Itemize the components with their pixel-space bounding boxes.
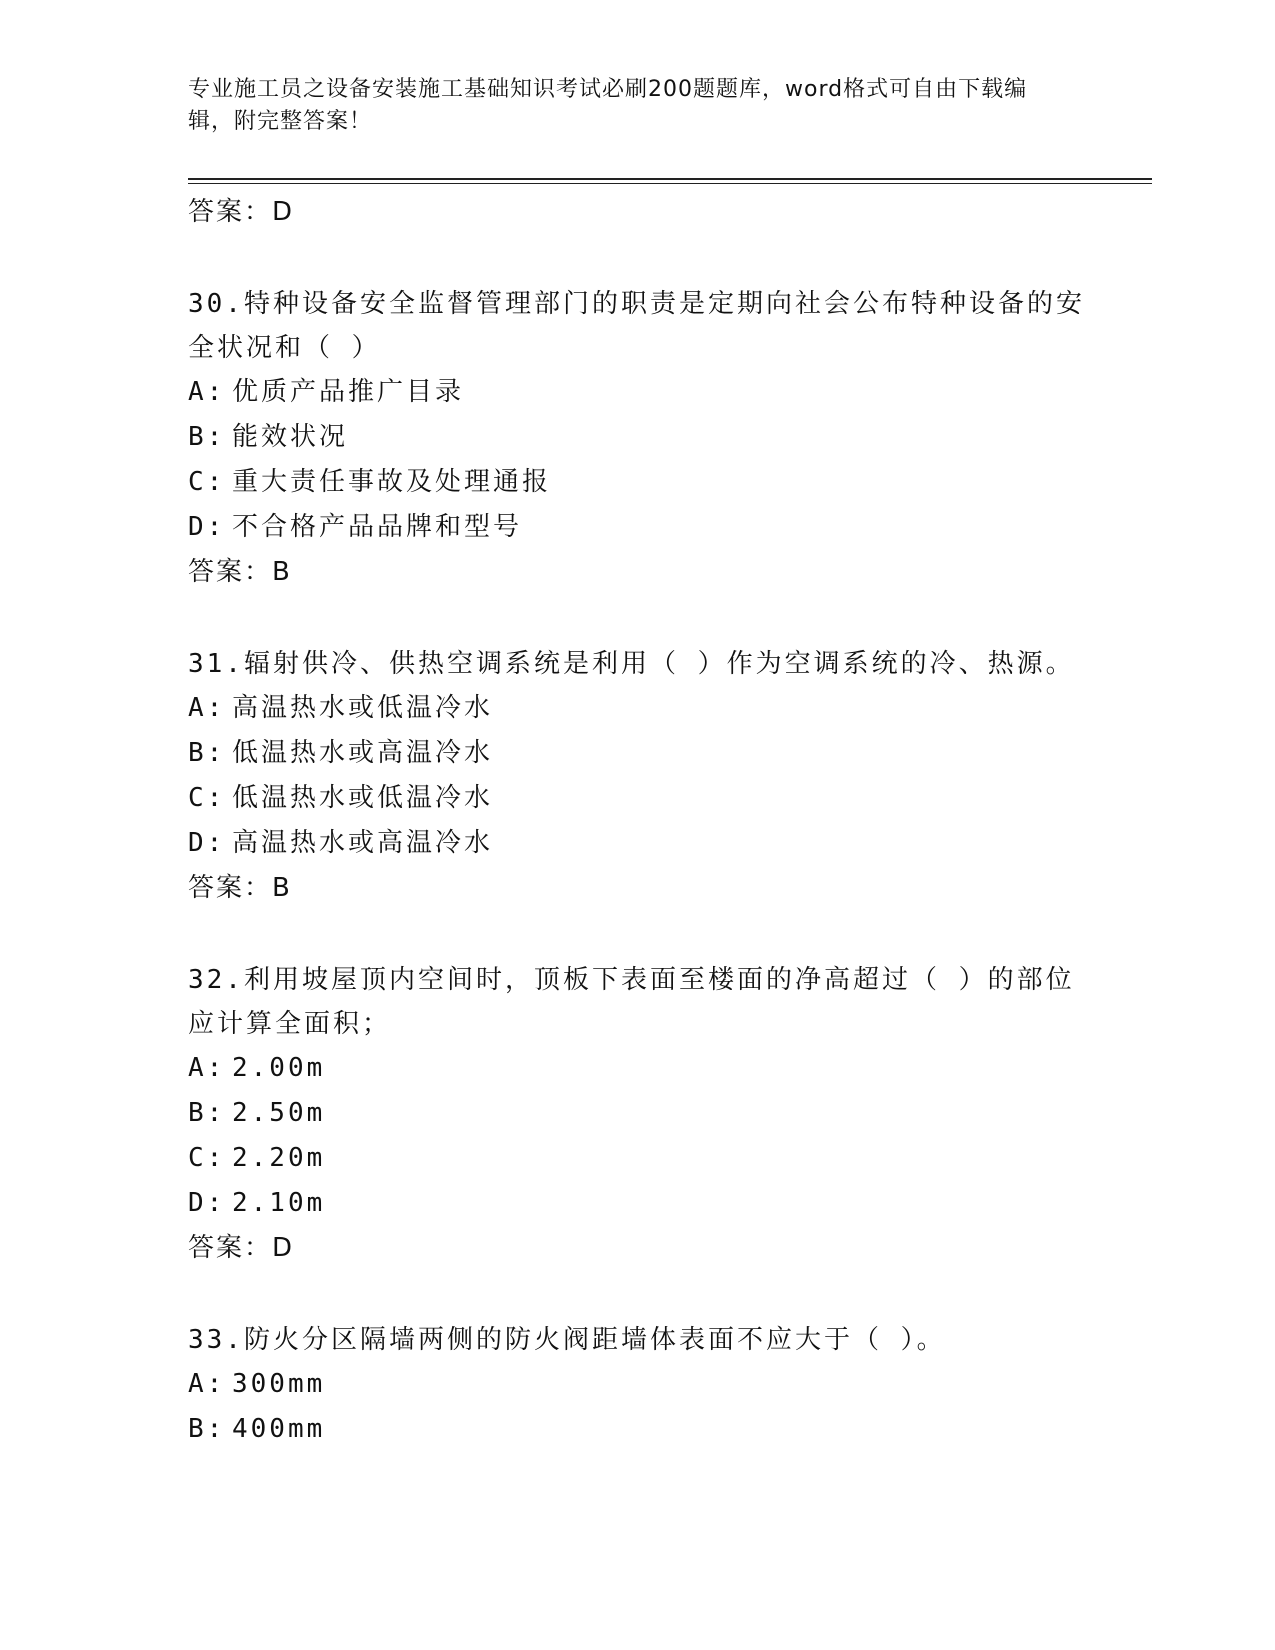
option-b bbox=[188, 415, 1088, 460]
option-c bbox=[188, 460, 1088, 505]
option-key: C: bbox=[188, 467, 226, 497]
option-key: C: bbox=[188, 783, 226, 813]
option-text: 高温热水或低温冷水 bbox=[232, 693, 494, 723]
option-key: A: bbox=[188, 1369, 226, 1399]
option-text: 低温热水或低温冷水 bbox=[232, 783, 494, 813]
answer-line: 答案：B bbox=[188, 557, 292, 587]
option-b bbox=[188, 731, 1088, 776]
option-text: 300mm bbox=[232, 1369, 326, 1399]
option-key: A: bbox=[188, 1053, 226, 1083]
header-rule-thin bbox=[188, 183, 1152, 184]
option-key: D: bbox=[188, 512, 226, 542]
option-text: 不合格产品品牌和型号 bbox=[232, 512, 523, 542]
option-key: B: bbox=[188, 1414, 226, 1444]
question-stem: 30.特种设备安全监督管理部门的职责是定期向社会公布特种设备的安全状况和（ ） bbox=[188, 289, 1085, 363]
option-text: 重大责任事故及处理通报 bbox=[232, 467, 552, 497]
option-text: 高温热水或高温冷水 bbox=[232, 828, 494, 858]
question-block bbox=[188, 282, 1088, 594]
question-stem: 31.辐射供冷、供热空调系统是利用（ ）作为空调系统的冷、热源。 bbox=[188, 649, 1075, 679]
question-stem: 32.利用坡屋顶内空间时，顶板下表面至楼面的净高超过（ ）的部位应计算全面积； bbox=[188, 965, 1075, 1039]
option-text: 能效状况 bbox=[232, 422, 349, 452]
answer-line: 答案：B bbox=[188, 873, 292, 903]
option-c bbox=[188, 776, 1088, 821]
question-list bbox=[188, 190, 1088, 1452]
option-b bbox=[188, 1407, 1088, 1452]
option-key: B: bbox=[188, 1098, 226, 1128]
question-stem: 33.防火分区隔墙两侧的防火阀距墙体表面不应大于（ ）。 bbox=[188, 1325, 946, 1355]
option-key: B: bbox=[188, 422, 226, 452]
option-key: A: bbox=[188, 693, 226, 723]
previous-answer: 答案：D bbox=[188, 197, 295, 227]
option-text: 低温热水或高温冷水 bbox=[232, 738, 494, 768]
option-d bbox=[188, 505, 1088, 550]
option-b bbox=[188, 1091, 1088, 1136]
question-block bbox=[188, 958, 1088, 1270]
header-rule-thick bbox=[188, 178, 1152, 180]
document-header: 专业施工员之设备安装施工基础知识考试必刷200题题库，word格式可自由下载编辑，附完整答案！ bbox=[188, 77, 1028, 134]
option-text: 2.00m bbox=[232, 1053, 326, 1083]
option-a bbox=[188, 686, 1088, 731]
option-text: 2.10m bbox=[232, 1188, 326, 1218]
option-key: A: bbox=[188, 377, 226, 407]
option-text: 2.20m bbox=[232, 1143, 326, 1173]
option-d bbox=[188, 1181, 1088, 1226]
option-key: B: bbox=[188, 738, 226, 768]
option-a bbox=[188, 370, 1088, 415]
option-key: D: bbox=[188, 1188, 226, 1218]
question-block bbox=[188, 642, 1088, 910]
option-a bbox=[188, 1362, 1088, 1407]
option-text: 2.50m bbox=[232, 1098, 326, 1128]
option-text: 优质产品推广目录 bbox=[232, 377, 465, 407]
option-c bbox=[188, 1136, 1088, 1181]
option-key: C: bbox=[188, 1143, 226, 1173]
option-a bbox=[188, 1046, 1088, 1091]
question-block bbox=[188, 1318, 1088, 1452]
answer-line: 答案：D bbox=[188, 1233, 295, 1263]
option-key: D: bbox=[188, 828, 226, 858]
option-text: 400mm bbox=[232, 1414, 326, 1444]
option-d bbox=[188, 821, 1088, 866]
